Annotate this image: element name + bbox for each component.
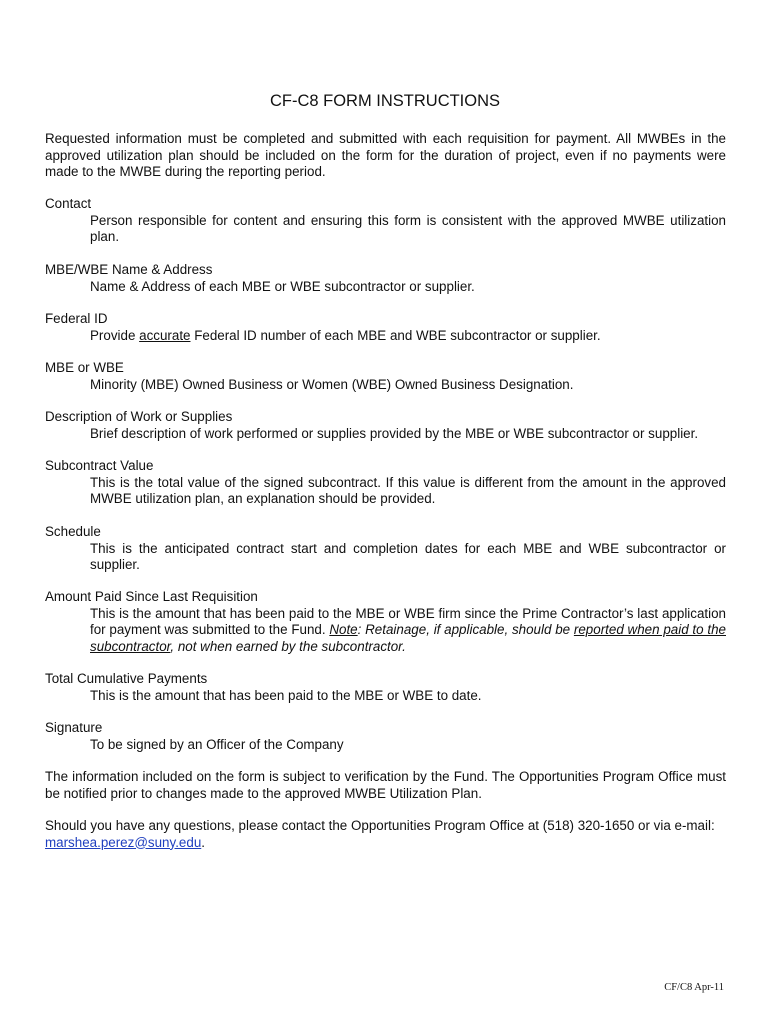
section-heading: Description of Work or Supplies [45,409,233,424]
email-link[interactable]: marshea.perez@suny.edu [45,834,202,850]
section-description: Minority (MBE) Owned Business or Women (WBE) Owned Business Designation. [90,376,574,392]
desc-text: This is the amount that has been paid to the MBE or WBE firm since the Prime Contractor’s last application for payment was submitted to the Fund. [90,605,726,637]
section-heading: Signature [45,720,103,735]
desc-text: Provide [90,327,140,343]
section-signature [45,720,726,753]
section-heading: Subcontract Value [45,458,154,473]
section-heading: Total Cumulative Payments [45,671,208,686]
note-emphasis: reported when paid to the subcontractor [90,622,726,654]
section-description: Name & Address of each MBE or WBE subcontractor or supplier. [90,278,475,294]
section-heading: Amount Paid Since Last Requisition [45,589,258,604]
section-description [90,328,726,345]
section-mbe-wbe [45,360,726,393]
section-total-payments [45,671,726,704]
intro-paragraph: Requested information must be completed and submitted with each requisition for payment. All MWBEs in the approved utilization plan should be included on the form for the duration of project, even if no payments were made to the MWBE during the reporting period. [45,131,726,179]
section-description: This is the amount that has been paid to the MBE or WBE to date. [90,687,482,703]
section-heading: Federal ID [45,311,108,326]
verification-paragraph: The information included on the form is subject to verification by the Fund. The Opportunities Program Office must be notified prior to changes made to the approved MWBE Utilization Plan. [45,769,726,801]
note-post: , not when earned by the subcontractor. [170,638,406,654]
section-subcontract-value [45,458,726,508]
desc-text: Federal ID number of each MBE and WBE subcontractor or supplier. [190,327,601,343]
contact-paragraph [45,818,726,851]
note-label: Note [329,622,358,637]
note-mid: : Retainage, if applicable, should be [357,622,574,637]
section-description: To be signed by an Officer of the Company [90,736,344,752]
contact-text: Should you have any questions, please contact the Opportunities Program Office at (518) 320-1650 or via e-mail: [45,818,715,833]
section-schedule [45,524,726,574]
section-description: Person responsible for content and ensuring this form is consistent with the approved MWBE utilization plan. [90,212,726,244]
section-heading: MBE or WBE [45,360,124,375]
accurate-emphasis: accurate [139,327,191,343]
section-description-work [45,409,726,442]
section-name-address [45,262,726,295]
section-heading: Schedule [45,524,101,539]
section-contact [45,196,726,246]
page-title: CF-C8 FORM INSTRUCTIONS [269,92,501,110]
form-version-footer: CF/C8 Apr-11 [664,982,724,993]
section-description: This is the total value of the signed subcontract. If this value is different from the amount in the approved MWBE utilization plan, an explanation should be provided. [90,474,726,506]
section-heading: Contact [45,196,92,211]
contact-period: . [201,834,205,850]
section-description [90,606,726,656]
section-description: This is the anticipated contract start and completion dates for each MBE and WBE subcontractor or supplier. [90,540,726,572]
section-description: Brief description of work performed or supplies provided by the MBE or WBE subcontractor or supplier. [90,425,699,441]
section-federal-id [45,311,726,344]
section-heading: MBE/WBE Name & Address [45,262,213,277]
section-amount-paid [45,589,726,655]
